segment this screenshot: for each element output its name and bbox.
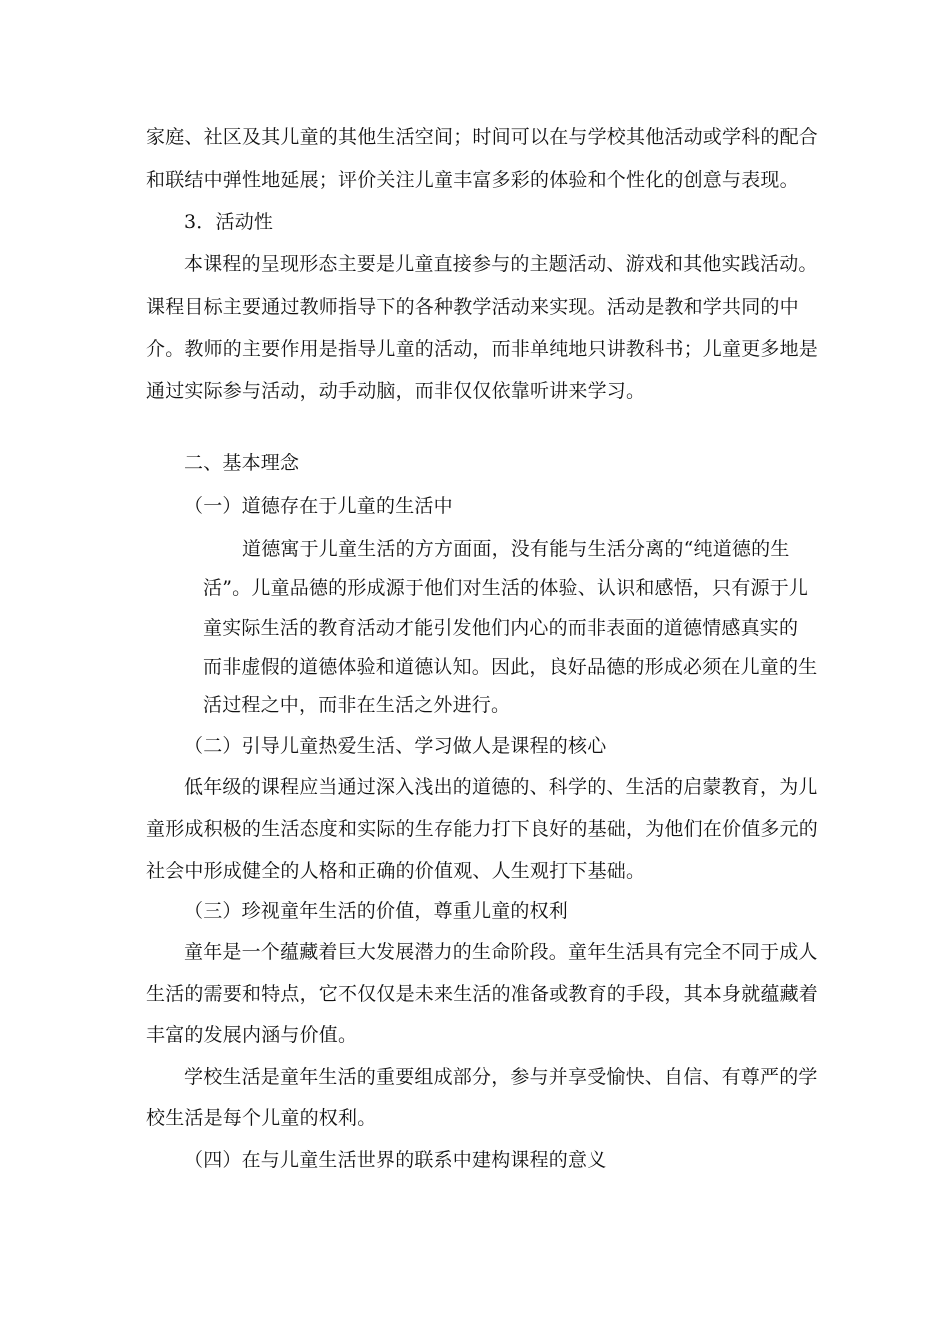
subsection-title-1: （一）道德存在于儿童的生活中 — [184, 495, 453, 517]
paragraph-line: 本课程的呈现形态主要是儿童直接参与的主题活动、游戏和其他实践活动。 — [184, 253, 818, 275]
paragraph-line: 课程目标主要通过教师指导下的各种教学活动来实现。活动是教和学共同的中 — [146, 296, 799, 318]
section-title: 二、基本理念 — [184, 452, 300, 474]
paragraph-line: 学校生活是童年生活的重要组成部分，参与并享受愉快、自信、有尊严的学 — [184, 1066, 818, 1088]
paragraph-line: 低年级的课程应当通过深入浅出的道德的、科学的、生活的启蒙教育，为儿 — [184, 776, 818, 798]
paragraph-line: 道德寓于儿童生活的方方面面，没有能与生活分离的“纯道德的生 — [242, 538, 790, 560]
paragraph-line: 活过程之中，而非在生活之外进行。 — [203, 694, 511, 716]
subsection-title-4: （四）在与儿童生活世界的联系中建构课程的意义 — [184, 1149, 607, 1171]
paragraph-line: 校生活是每个儿童的权利。 — [146, 1107, 377, 1129]
paragraph-line: 活”。儿童品德的形成源于他们对生活的体验、认识和感悟，只有源于儿 — [203, 577, 809, 599]
paragraph-line: 而非虚假的道德体验和道德认知。因此，良好品德的形成必须在儿童的生 — [203, 656, 818, 678]
paragraph-line: 介。教师的主要作用是指导儿童的活动，而非单纯地只讲教科书；儿童更多地是 — [146, 338, 819, 360]
subsection-title-3: （三）珍视童年生活的价值，尊重儿童的权利 — [184, 900, 569, 922]
paragraph-line: 童形成积极的生活态度和实际的生存能力打下良好的基础，为他们在价值多元的 — [146, 818, 819, 840]
paragraph-line: 童年是一个蕴藏着巨大发展潜力的生命阶段。童年生活具有完全不同于成人 — [184, 941, 818, 963]
paragraph-line: 童实际生活的教育活动才能引发他们内心的而非表面的道德情感真实的 — [203, 617, 799, 639]
paragraph-line: 和联结中弹性地延展；评价关注儿童丰富多彩的体验和个性化的创意与表现。 — [146, 169, 799, 191]
paragraph-line: 通过实际参与活动，动手动脑，而非仅仅依靠听讲来学习。 — [146, 380, 646, 402]
subheading-activity: 3．活动性 — [184, 211, 274, 233]
subsection-title-2: （二）引导儿童热爱生活、学习做人是课程的核心 — [184, 735, 607, 757]
paragraph-line: 丰富的发展内涵与价值。 — [146, 1024, 358, 1046]
paragraph-line: 生活的需要和特点，它不仅仅是未来生活的准备或教育的手段，其本身就蕴藏着 — [146, 983, 819, 1005]
paragraph-line: 家庭、社区及其儿童的其他生活空间；时间可以在与学校其他活动或学科的配合 — [146, 126, 819, 148]
paragraph-line: 社会中形成健全的人格和正确的价值观、人生观打下基础。 — [146, 860, 646, 882]
